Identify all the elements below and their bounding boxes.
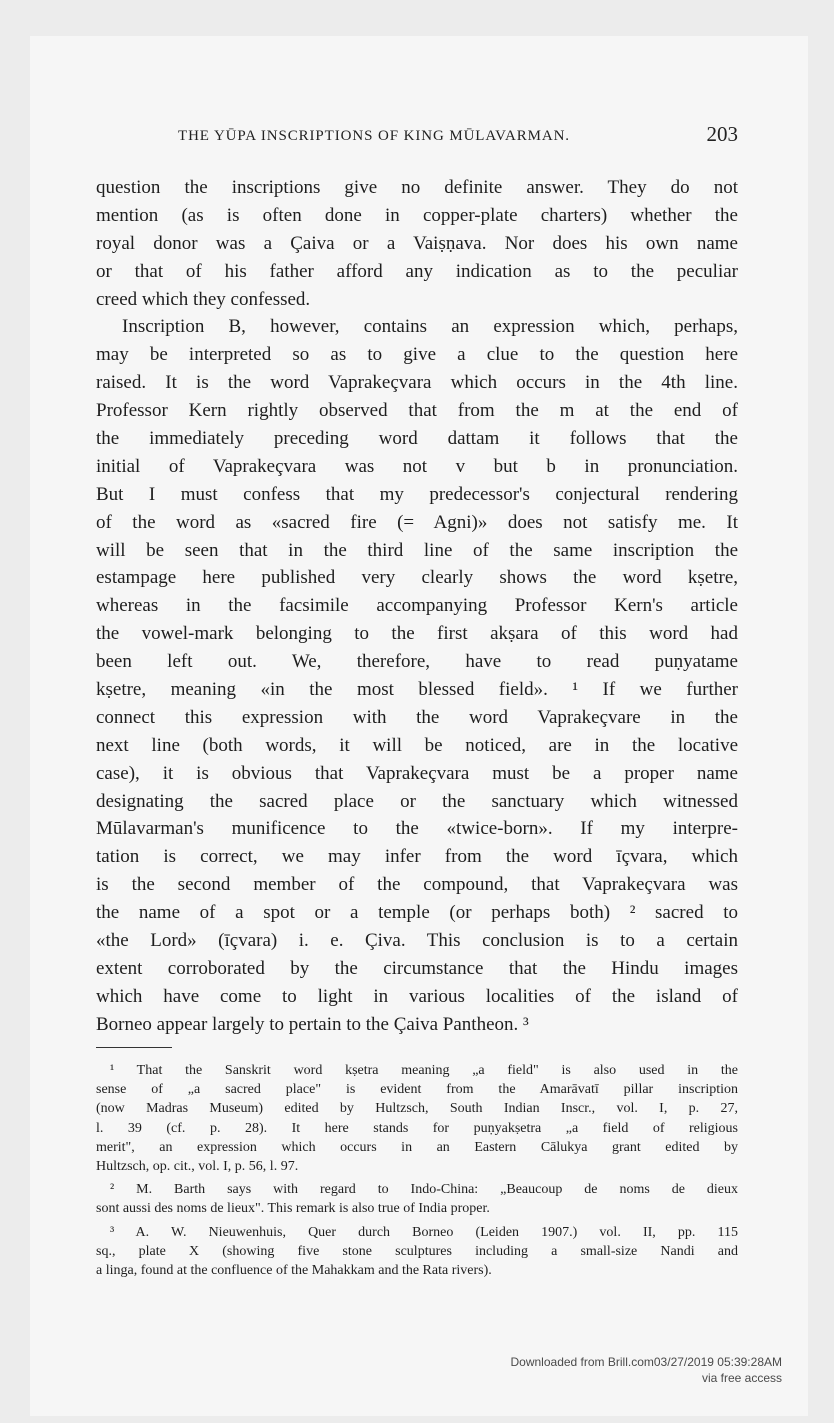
body-line: whereas in the facsimile accompanying Professor Kern's article: [96, 595, 738, 617]
body-line: «the Lord» (īçvara) i. e. Çiva. This conclusion is to a certain: [96, 930, 738, 952]
page-header: [96, 122, 738, 152]
footnote-line: ¹ That the Sanskrit word kṣetra meaning „a field" is also used in the: [110, 1063, 738, 1078]
body-line: royal donor was a Çaiva or a Vaiṣṇava. Nor does his own name: [96, 232, 738, 254]
footnote-2: [96, 1180, 738, 1218]
footnote-line: a linga, found at the confluence of the Mahakkam and the Rata rivers).: [96, 1262, 492, 1278]
download-note-line: Downloaded from Brill.com03/27/2019 05:39:28AM: [510, 1355, 782, 1369]
footnote-line: (now Madras Museum) edited by Hultzsch, South Indian Inscr., vol. I, p. 27,: [96, 1101, 738, 1117]
body-line: tation is correct, we may infer from the word īçvara, which: [96, 846, 738, 868]
footnote-3: [96, 1223, 738, 1281]
body-line: of the word as «sacred fire (= Agni)» does not satisfy me. It: [96, 511, 738, 533]
page-number: 203: [706, 122, 738, 146]
body-line: question the inscriptions give no definite answer. They do not: [96, 177, 738, 198]
body-line: may be interpreted so as to give a clue to the question here: [96, 344, 738, 366]
body-line: case), it is obvious that Vaprakeçvara must be a proper name: [96, 762, 738, 784]
running-title: THE YŪPA INSCRIPTIONS OF KING MŪLAVARMAN.: [178, 128, 570, 144]
footnote-line: merit", an expression which occurs in an Eastern Cālukya grant edited by: [96, 1139, 738, 1155]
footnote-line: sense of „a sacred place" is evident from the Amarāvatī pillar inscription: [96, 1082, 738, 1098]
body-line: extent corroborated by the circumstance that the Hindu images: [96, 957, 738, 979]
footnotes: [96, 1061, 738, 1284]
body-line: creed which they confessed.: [96, 288, 311, 310]
body-line: estampage here published very clearly shows the word kṣetre,: [96, 567, 738, 589]
body-line: or that of his father afford any indication as to the peculiar: [96, 260, 738, 282]
body-line: Borneo appear largely to pertain to the Çaiva Pantheon. ³: [96, 1013, 529, 1035]
body-line: will be seen that in the third line of the same inscription the: [96, 539, 738, 561]
body-line: kṣetre, meaning «in the most blessed field». ¹ If we further: [96, 679, 738, 701]
body-line: the vowel-mark belonging to the first akṣara of this word had: [96, 623, 738, 645]
footnote-rule: [96, 1047, 172, 1048]
body-text: [96, 174, 738, 1039]
body-line: been left out. We, therefore, have to read puṇyatame: [96, 651, 738, 673]
footnote-line: Hultzsch, op. cit., vol. I, p. 56, l. 97.: [96, 1158, 299, 1174]
body-line: Inscription B, however, contains an expression which, perhaps,: [122, 316, 738, 338]
footnote-line: sq., plate X (showing five stone sculptures including a small-size Nandi and: [96, 1243, 738, 1259]
footnote-line: ² M. Barth says with regard to Indo-China: „Beaucoup de noms de dieux: [110, 1182, 738, 1198]
body-line: the immediately preceding word dattam it follows that the: [96, 428, 738, 450]
body-line: designating the sacred place or the sanctuary which witnessed: [96, 790, 738, 812]
body-line: But I must confess that my predecessor's conjectural rendering: [96, 483, 738, 505]
footnote-line: ³ A. W. Nieuwenhuis, Quer durch Borneo (Leiden 1907.) vol. II, pp. 115: [110, 1224, 738, 1240]
body-line: raised. It is the word Vaprakeçvara which occurs in the 4th line.: [96, 372, 738, 394]
body-line: initial of Vaprakeçvara was not v but b in pronunciation.: [96, 455, 738, 477]
body-line: next line (both words, it will be noticed, are in the locative: [96, 734, 738, 756]
download-note: [511, 1354, 783, 1386]
body-line: Mūlavarman's munificence to the «twice-born». If my interpre-: [96, 818, 738, 840]
body-line: the name of a spot or a temple (or perhaps both) ² sacred to: [96, 902, 738, 924]
body-line: which have come to light in various localities of the island of: [96, 985, 738, 1007]
download-note-line: via free access: [701, 1371, 782, 1385]
body-line: is the second member of the compound, that Vaprakeçvara was: [96, 874, 738, 896]
body-line: Professor Kern rightly observed that from the m at the end of: [96, 400, 738, 422]
footnote-line: l. 39 (cf. p. 28). It here stands for puṇyakṣetra „a field of religious: [96, 1120, 738, 1136]
footnote-1: [96, 1061, 738, 1176]
footnote-line: sont aussi des noms de lieux". This remark is also true of India proper.: [96, 1201, 490, 1217]
body-line: connect this expression with the word Vaprakeçvare in the: [96, 706, 738, 728]
body-line: mention (as is often done in copper-plate charters) whether the: [96, 204, 738, 226]
